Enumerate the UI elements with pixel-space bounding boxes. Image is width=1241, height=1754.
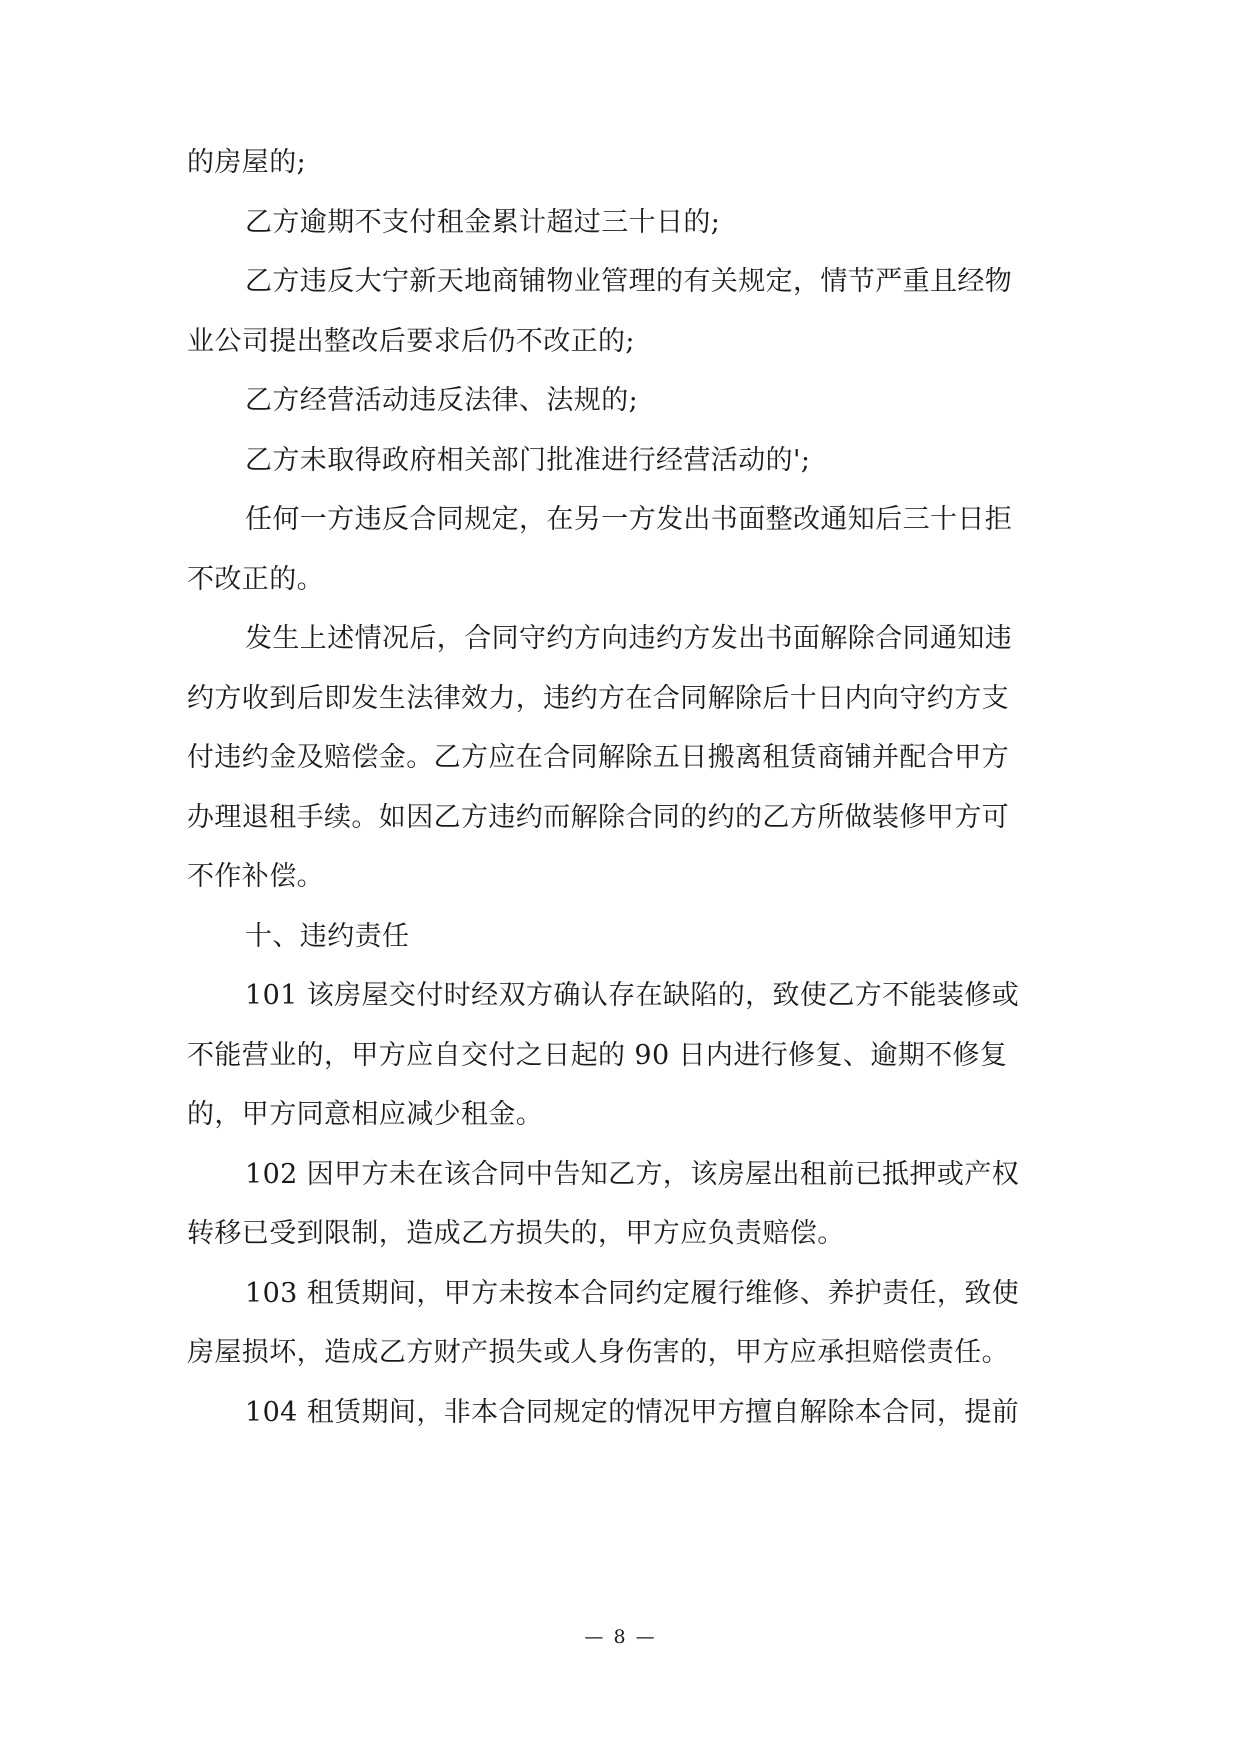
text-line: 任何一方违反合同规定，在另一方发出书面整改通知后三十日拒 — [245, 504, 1013, 535]
text-line: 乙方未取得政府相关部门批准进行经营活动的'; — [245, 445, 811, 476]
section-heading: 十、违约责任 — [245, 921, 410, 952]
text-line: 乙方违反大宁新天地商铺物业管理的有关规定，情节严重且经物 — [245, 266, 1013, 297]
text-line: 不作补偿。 — [187, 861, 324, 892]
text-line: 104 租赁期间，非本合同规定的情况甲方擅自解除本合同，提前 — [245, 1397, 1020, 1428]
text-line: 发生上述情况后，合同守约方向违约方发出书面解除合同通知违 — [245, 623, 1013, 654]
text-line: 102 因甲方未在该合同中告知乙方，该房屋出租前已抵押或产权 — [245, 1159, 1020, 1190]
text-line: 103 租赁期间，甲方未按本合同约定履行维修、养护责任，致使 — [245, 1278, 1020, 1309]
text-line: 的，甲方同意相应减少租金。 — [187, 1099, 544, 1130]
text-line: 101 该房屋交付时经双方确认存在缺陷的，致使乙方不能装修或 — [245, 980, 1020, 1011]
text-line: 乙方逾期不支付租金累计超过三十日的; — [245, 207, 721, 238]
text-line: 的房屋的; — [187, 147, 307, 178]
text-line: 不改正的。 — [187, 564, 324, 595]
text-line: 约方收到后即发生法律效力，违约方在合同解除后十日内向守约方支 — [187, 683, 1009, 714]
text-line: 办理退租手续。如因乙方违约而解除合同的约的乙方所做装修甲方可 — [187, 802, 1009, 833]
text-line: 转移已受到限制，造成乙方损失的，甲方应负责赔偿。 — [187, 1218, 845, 1249]
text-line: 业公司提出整改后要求后仍不改正的; — [187, 326, 635, 357]
text-line: 不能营业的，甲方应自交付之日起的 90 日内进行修复、逾期不修复 — [187, 1040, 1008, 1071]
page-number: — 8 — — [584, 1626, 657, 1648]
text-line: 付违约金及赔偿金。乙方应在合同解除五日搬离租赁商铺并配合甲方 — [187, 742, 1009, 773]
text-line: 乙方经营活动违反法律、法规的; — [245, 385, 639, 416]
text-line: 房屋损坏，造成乙方财产损失或人身伤害的，甲方应承担赔偿责任。 — [187, 1337, 1009, 1368]
